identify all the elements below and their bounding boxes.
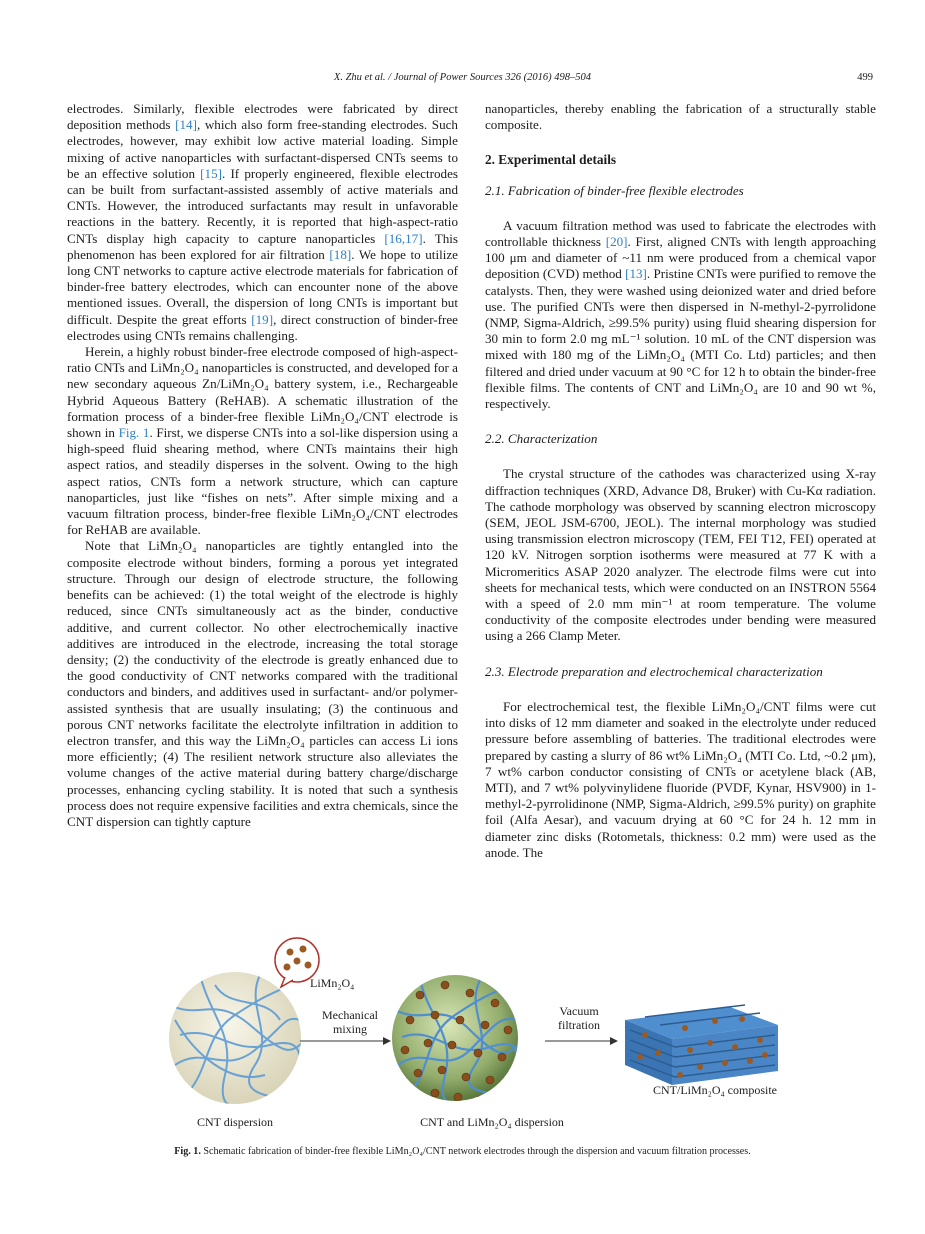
figure-1: [0, 925, 925, 1140]
step1-label-line2: mixing: [332, 1022, 368, 1036]
mixed-dispersion-sphere: [392, 975, 520, 1105]
journal-citation: X. Zhu et al. / Journal of Power Sources 326 (2016) 498–504: [333, 72, 592, 83]
cnt-dispersion-sphere: [169, 972, 305, 1110]
subsection-title: 2.2. Characterization: [485, 431, 598, 447]
subsection-title: 2.3. Electrode preparation and electrochemical characterization: [485, 663, 823, 679]
page-number: 499: [857, 72, 873, 83]
label-mixed-dispersion: CNT and LiMn₂O₄ dispersion: [420, 1115, 564, 1129]
figure-caption: [0, 1146, 925, 1157]
step2-label-line1: Vacuum: [559, 1004, 599, 1018]
section-title: 2. Experimental details: [485, 152, 617, 168]
paragraph: For electrochemical test, the flexible LiMn₂O₄/CNT films were cut into disks of 12 mm diameter and soaked in the electrolyte under reduced pressure before assembling of batteries. The traditional electrodes were prepared by casting a slurry of 86 wt% LiMn₂O₄ (MTI Co. Ltd, ~0.2 μm), 7 wt% carbon conductor consisting of CNTs or acetylene black (AB, MTI), and 7 wt% polyvinylidene fluoride (PVDF, Kynar, HSV900) in 1-methyl-2-pyrrolidinone (NMP, Sigma-Aldrich, ≥99.5% purity) on graphite foil (Alfa Aesar), and vacuum drying at 60 °C for 24 h. 12 mm in diameter zinc disks (Rotometals, thickness: 0.2 mm) were used as the anode. The: [485, 698, 876, 860]
right-column: [485, 101, 876, 861]
paragraph: The crystal structure of the cathodes was characterized using X-ray diffraction techniques (XRD, Advance D8, Bruker) with Cu-Kα radiation. The cathode morphology was observed by scanning electron microscopy (SEM, JEOL JSM-6700, JEOL). The internal morphology was studied using transmission electron microscopy (TEM, FEI T12, FEI) operated at 120 kV. Nitrogen sorption isotherms were measured at 77 K with a Micromeritics ASAP 2020 analyzer. The electrode films were cut into sheets for mechanical tests, which were conducted on an INSTRON 5564 with a speed of 2.0 mm min⁻¹ at room temperature. The volume conductivity of the composite electrodes under bending were measured using a 266 Clamp Meter.: [485, 466, 876, 644]
citation-link[interactable]: [20]: [605, 234, 628, 250]
paragraph: electrodes. Similarly, flexible electrodes were fabricated by direct deposition methods [14], which also form free-standing electrodes. Such electrodes, however, may exhibit low active material loading. Simple mixing of active nanoparticles with surfactant-dispersed CNTs seems to be an effective solution [15]. If properly engineered, flexible electrodes can be built from surfactant-assisted assembly of active materials and CNTs. However, the introduced surfactants may result in unfavorable reactions in the battery. Recently, it is reported that high-aspect-ratio CNTs display high capacity to capture nanoparticles [16,17]. This phenomenon has been explored for air filtration [18]. We hope to utilize long CNT networks to capture active electrode materials for fabrication of binder-free battery electrodes, which can encounter none of the above mentioned issues. Overall, the dispersion of long CNTs is important but difficult. Despite the great efforts [19], direct construction of binder-free electrodes using CNTs remains challenging.: [67, 101, 459, 343]
step2-label-line2: filtration: [558, 1018, 600, 1032]
running-header: [0, 72, 925, 88]
citation-link[interactable]: [18]: [329, 246, 352, 262]
label-cnt-dispersion: CNT dispersion: [196, 1115, 274, 1129]
subsection-title: 2.1. Fabrication of binder-free flexible electrodes: [485, 182, 744, 198]
composite-film: [625, 1005, 778, 1085]
caption-text: Schematic fabrication of binder-free flexible LiMn₂O₄/CNT network electrodes through the dispersion and vacuum filtration processes.: [200, 1146, 751, 1157]
citation-link[interactable]: [19]: [251, 311, 274, 327]
schematic-diagram: [0, 925, 925, 1140]
arrow-1-head: [383, 1037, 391, 1045]
label-composite: CNT/LiMn₂O₄ composite: [652, 1083, 778, 1097]
paragraph: nanoparticles, thereby enabling the fabrication of a structurally stable composite.: [485, 101, 876, 133]
citation-link[interactable]: [16,17]: [384, 230, 423, 246]
figure-link[interactable]: Fig. 1: [118, 425, 150, 441]
caption-label: Fig. 1.: [174, 1146, 201, 1157]
paragraph: Herein, a highly robust binder-free electrode composed of high-aspect-ratio CNTs and LiMn₂O₄ nanoparticles is constructed, and developed for a new secondary aqueous Zn/LiMn₂O₄ battery system, i.e., Rechargeable Hybrid Aqueous Battery (ReHAB). A schematic illustration of the formation process of a binder-free flexible LiMn₂O₄/CNT electrode is shown in Fig. 1. First, we disperse CNTs into a sol-like dispersion using a high-speed fluid shearing method, where CNTs maintains their high aspect ratios, and steadily disperses in the solvent. Owing to the high aspect ratios, CNTs form a network structure, which can capture nanoparticles, just like “fishes on nets”. After simple mixing and a vacuum filtration process, binder-free flexible LiMn₂O₄/CNT electrodes for ReHAB are available.: [67, 344, 458, 538]
citation-link[interactable]: [14]: [175, 117, 197, 133]
step1-label-line1: Mechanical: [322, 1008, 378, 1022]
paragraph: Note that LiMn₂O₄ nanoparticles are tightly entangled into the composite electrode without binders, forming a porous yet integrated structure. Through our design of electrode structure, the following benefits can be achieved: (1) the total weight of the electrode is highly reduced, since CNTs simultaneously act as the binder, conductive additive, and current collector. No other electrochemically inactive additives are introduced in the electrode, increasing the total storage density; (2) the conductivity of the electrode is greatly enhanced due to the good conductivity of CNT networks compared with the traditional conductors and binders, and additives used in surfactant- and/or polymer-assisted synthesis that are usually insulating; (3) the continuous and porous CNT networks facilitate the electrolyte infiltration in addition to electron transfer, and this way the LiMn₂O₄ particles can access Li ions more efficiently; (4) The resilient network structure also alleviates the volume changes of the active material during battery charge/discharge processes, enhancing cycling stability. It is noted that such a synthesis process does not require expensive facilities and extra chemicals, since the CNT dispersion can tightly capture: [67, 538, 458, 829]
left-column: [67, 101, 458, 830]
citation-link[interactable]: [13]: [625, 266, 647, 282]
bubble-label: LiMn₂O₄: [310, 976, 355, 990]
arrow-2-head: [610, 1037, 618, 1045]
paragraph: A vacuum filtration method was used to fabricate the electrodes with controllable thickness [20]. First, aligned CNTs with length approaching 100 μm and diameter of ~11 nm were produced from a chemical vapor deposition (CVD) method [13]. Pristine CNTs were purified to remove the catalysts. Then, they were washed using deionized water and dried before use. The purified CNTs were then dispersed in N-methyl-2-pyrrolidone (NMP, Sigma-Aldrich, ≥99.5% purity) using fluid shearing dispersion for 30 min to form 2.0 mg mL⁻¹ solution. 10 mL of the CNT dispersion was mixed with 180 mg of the LiMn₂O₄ (MTI Co. Ltd) particles; and then filtered and dried under vacuum at 90 °C for 12 h to obtain the binder-free flexible films. The contents of CNT and LiMn₂O₄ are 10 and 90 wt %, respectively.: [485, 217, 876, 412]
citation-link[interactable]: [15]: [200, 165, 222, 181]
